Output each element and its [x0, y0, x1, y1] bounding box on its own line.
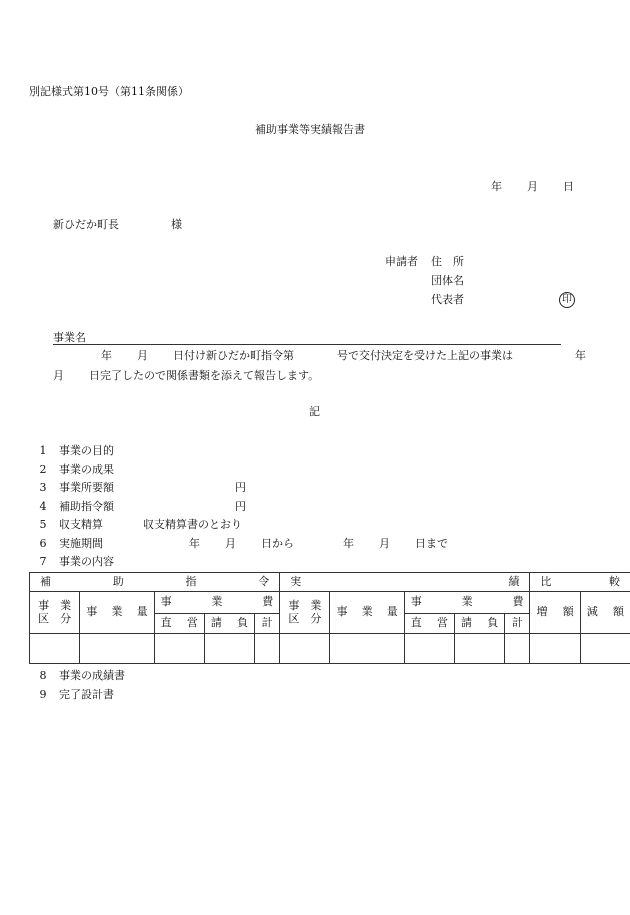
body-completion-text: 日完了したので関係書類を添えて報告します。 — [89, 369, 320, 382]
item-8-number: 8 — [39, 669, 47, 682]
chokuei-char-1: 直 — [160, 616, 172, 630]
body-directive-text: 日付け新ひだか町指令第 — [173, 349, 294, 362]
ki-heading: 記 — [309, 405, 320, 418]
cell-total-2 — [505, 634, 530, 664]
header-direct-management-1 — [154, 614, 204, 634]
project-name-underline — [53, 344, 561, 345]
header-subsidy-directive — [30, 573, 280, 592]
hi-char-1: 事 — [160, 595, 172, 609]
item-7-number: 7 — [39, 555, 47, 568]
header-contract-2 — [455, 614, 505, 634]
header-total-2: 計 — [505, 614, 530, 634]
seal-mark: 印 — [559, 292, 575, 308]
item-6-start-year: 年 — [189, 537, 200, 550]
header-project-cost-1 — [154, 592, 280, 614]
applicant-representative-label: 代表者 — [431, 293, 464, 306]
kubun-line-2: 区 分 — [38, 611, 72, 625]
item-3-yen: 円 — [235, 481, 246, 494]
gen-char-1: 減 — [586, 605, 598, 619]
cell-contract-1 — [204, 634, 254, 664]
date-year-label: 年 — [491, 180, 502, 193]
item-6-start-day: 日から — [261, 537, 294, 550]
body-month-2: 月 — [53, 369, 64, 382]
header-project-category-1 — [30, 592, 80, 634]
header-subsidy-char-3: 指 — [185, 574, 197, 588]
header-direct-management-2 — [404, 614, 454, 634]
item-4-number: 4 — [39, 500, 47, 513]
cell-category-1 — [30, 634, 80, 664]
header-comparison-char-1: 比 — [540, 574, 552, 588]
item-6-end-year: 年 — [343, 537, 354, 550]
ryo-char-2: 業 — [111, 605, 123, 619]
gen-char-2: 額 — [613, 605, 624, 619]
item-4-yen: 円 — [235, 500, 246, 513]
zou-char-1: 増 — [536, 605, 548, 619]
header-project-volume-2 — [330, 592, 404, 634]
cell-total-1 — [255, 634, 280, 664]
header-actual-char-2: 績 — [508, 574, 520, 588]
item-6-end-day: 日まで — [415, 537, 448, 550]
header-decrease — [580, 592, 630, 634]
item-3-label: 事業所要額 — [59, 481, 114, 494]
cell-volume-1 — [80, 634, 154, 664]
chokuei-char-2: 営 — [186, 616, 198, 630]
header-increase — [530, 592, 580, 634]
item-2-number: 2 — [39, 463, 47, 476]
item-5-number: 5 — [39, 518, 47, 531]
header-actual-char-1: 実 — [290, 574, 302, 588]
cell-volume-2 — [330, 634, 404, 664]
applicant-address-label: 住 所 — [431, 255, 464, 268]
applicant-group-label: 団体名 — [431, 274, 464, 287]
item-6-end-month: 月 — [379, 537, 390, 550]
body-decision-text: 号で交付決定を受けた上記の事業は — [337, 349, 513, 362]
ryo-char-2: 業 — [361, 605, 373, 619]
chokuei-char-2: 営 — [437, 616, 449, 630]
header-comparison-char-2: 較 — [609, 574, 620, 588]
header-subsidy-char-4: 令 — [258, 574, 270, 588]
kubun-line-2: 区 分 — [288, 611, 322, 625]
cell-direct-1 — [154, 634, 204, 664]
table-row — [30, 634, 630, 664]
header-subsidy-char-2: 助 — [112, 574, 124, 588]
header-project-cost-2 — [404, 592, 530, 614]
item-5-label: 収支精算 — [59, 518, 103, 531]
cell-category-2 — [280, 634, 330, 664]
header-total-1: 計 — [255, 614, 280, 634]
ukeoi-char-2: 負 — [237, 616, 249, 630]
ryo-char-3: 量 — [136, 605, 148, 619]
date-month-label: 月 — [527, 180, 538, 193]
header-contract-1 — [204, 614, 254, 634]
body-year-2: 年 — [575, 349, 586, 362]
form-reference: 別記様式第10号（第11条関係） — [29, 85, 189, 98]
project-details-table — [29, 572, 630, 664]
chokuei-char-1: 直 — [410, 616, 422, 630]
header-project-category-2 — [280, 592, 330, 634]
cell-contract-2 — [455, 634, 505, 664]
item-6-start-month: 月 — [225, 537, 236, 550]
body-year-1: 年 — [101, 349, 112, 362]
item-1-label: 事業の目的 — [59, 444, 114, 457]
hi-char-1: 事 — [410, 595, 422, 609]
zou-char-2: 額 — [562, 605, 574, 619]
item-1-number: 1 — [39, 444, 47, 457]
date-day-label: 日 — [563, 180, 574, 193]
item-4-label: 補助指令額 — [59, 500, 114, 513]
header-comparison — [530, 573, 630, 592]
hi-char-2: 業 — [461, 595, 473, 609]
item-2-label: 事業の成果 — [59, 463, 114, 476]
body-month-1: 月 — [137, 349, 148, 362]
ryo-char-1: 事 — [86, 605, 98, 619]
item-7-label: 事業の内容 — [59, 555, 114, 568]
ukeoi-char-1: 請 — [210, 616, 222, 630]
item-6-label: 実施期間 — [59, 537, 103, 550]
ryo-char-3: 量 — [386, 605, 398, 619]
item-8-label: 事業の成績書 — [59, 669, 125, 682]
item-9-number: 9 — [39, 688, 47, 701]
addressee-name: 新ひだか町長 — [53, 218, 119, 231]
kubun-line-1: 事 業 — [288, 599, 322, 613]
cell-increase — [530, 634, 580, 664]
hi-char-3: 費 — [512, 595, 524, 609]
cell-direct-2 — [404, 634, 454, 664]
header-project-volume-1 — [80, 592, 154, 634]
item-5-value: 収支精算書のとおり — [143, 518, 242, 531]
item-6-number: 6 — [39, 537, 47, 550]
hi-char-2: 業 — [211, 595, 223, 609]
hi-char-3: 費 — [262, 595, 274, 609]
document-title: 補助事業等実績報告書 — [255, 123, 365, 136]
kubun-line-1: 事 業 — [38, 599, 72, 613]
ukeoi-char-1: 請 — [461, 616, 473, 630]
item-3-number: 3 — [39, 481, 47, 494]
addressee-honorific: 様 — [171, 218, 182, 231]
header-actual-results — [280, 573, 530, 592]
item-9-label: 完了設計書 — [59, 688, 114, 701]
ryo-char-1: 事 — [336, 605, 348, 619]
applicant-label: 申請者 — [385, 255, 418, 268]
header-subsidy-char-1: 補 — [40, 574, 51, 588]
ukeoi-char-2: 負 — [487, 616, 499, 630]
cell-decrease — [580, 634, 630, 664]
project-name-label: 事業名 — [53, 331, 86, 344]
